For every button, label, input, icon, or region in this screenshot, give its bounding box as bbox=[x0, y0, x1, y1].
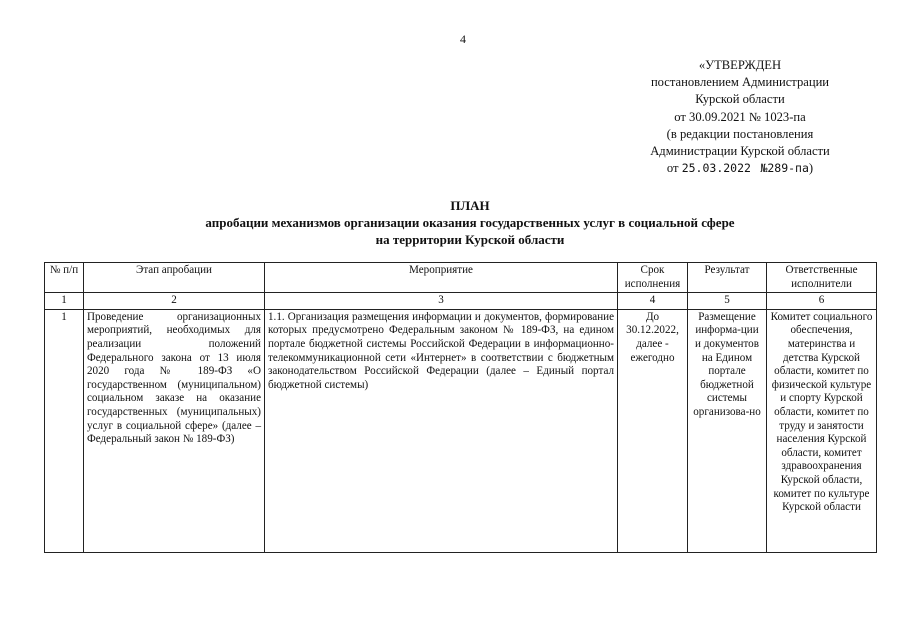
table-row bbox=[45, 309, 877, 552]
document-title bbox=[110, 197, 830, 248]
row-result: Размещение информа-ции и документов на Едином портале бюджетной системы организова-но bbox=[688, 309, 767, 552]
header-stage: Этап апробации bbox=[84, 263, 265, 293]
header-deadline: Срок исполнения bbox=[618, 263, 688, 293]
approval-line: Курской области bbox=[695, 92, 785, 107]
column-number: 3 bbox=[265, 293, 618, 310]
approval-line: (в редакции постановления bbox=[666, 126, 814, 141]
row-responsible: Комитет социального обеспечения, материнства и детства Курской области, комитет по физической культуре и спорту Курской области, комитет по труду и занятости населения Курской области, комитет здравоохранения Курской области, комитет по культуре Курской области bbox=[767, 309, 877, 552]
approval-stamp bbox=[620, 57, 860, 177]
title-line-1: ПЛАН bbox=[450, 198, 490, 213]
column-number: 5 bbox=[688, 293, 767, 310]
plan-table bbox=[44, 262, 877, 553]
closing-paren: ) bbox=[808, 161, 814, 176]
row-event: 1.1. Организация размещения информации и документов, формирование которых предусмотрено Федеральным законом № 189-ФЗ, на едином портале бюджетной системы Российской Федерации в информационно-телекоммуникационной сети «Интернет» в соответствии с бюджетным законодательством Российской Федерации (далее – Единый портал бюджетной системы) bbox=[265, 309, 618, 552]
column-number: 6 bbox=[767, 293, 877, 310]
number-prefix: № bbox=[760, 161, 768, 176]
column-number-row bbox=[45, 293, 877, 310]
header-event: Мероприятие bbox=[265, 263, 618, 293]
date-prefix: от bbox=[666, 161, 679, 176]
date-value: 25.03.2022 bbox=[681, 161, 751, 176]
row-deadline: До 30.12.2022, далее - ежегодно bbox=[618, 309, 688, 552]
number-value: 289-па bbox=[767, 161, 809, 176]
title-line-2: апробации механизмов организации оказания государственных услуг в социальной сфере bbox=[205, 215, 735, 230]
approval-line: «УТВЕРЖДЕН bbox=[698, 58, 782, 72]
approval-date-line bbox=[620, 160, 860, 177]
column-number: 2 bbox=[84, 293, 265, 310]
approval-line: Администрации Курской области bbox=[650, 144, 830, 159]
header-result: Результат bbox=[688, 263, 767, 293]
row-stage: Проведение организационных мероприятий, необходимых для реализации положений Федерального закона от 13 июля 2020 года № 189-ФЗ «О государственном (муниципальном) социальном заказе на оказание государственных (муниципальных) услуг в социальной сфере» (далее – Федеральный закон № 189-ФЗ) bbox=[84, 309, 265, 552]
column-number: 1 bbox=[45, 293, 84, 310]
page-number: 4 bbox=[460, 32, 466, 46]
header-responsible: Ответственные исполнители bbox=[767, 263, 877, 293]
approval-line: от 30.09.2021 № 1023-па bbox=[674, 109, 806, 124]
row-num: 1 bbox=[45, 309, 84, 552]
title-line-3: на территории Курской области bbox=[375, 232, 565, 247]
header-num: № п/п bbox=[45, 263, 84, 293]
column-number: 4 bbox=[618, 293, 688, 310]
header-row bbox=[45, 263, 877, 293]
approval-line: постановлением Администрации bbox=[650, 75, 830, 90]
